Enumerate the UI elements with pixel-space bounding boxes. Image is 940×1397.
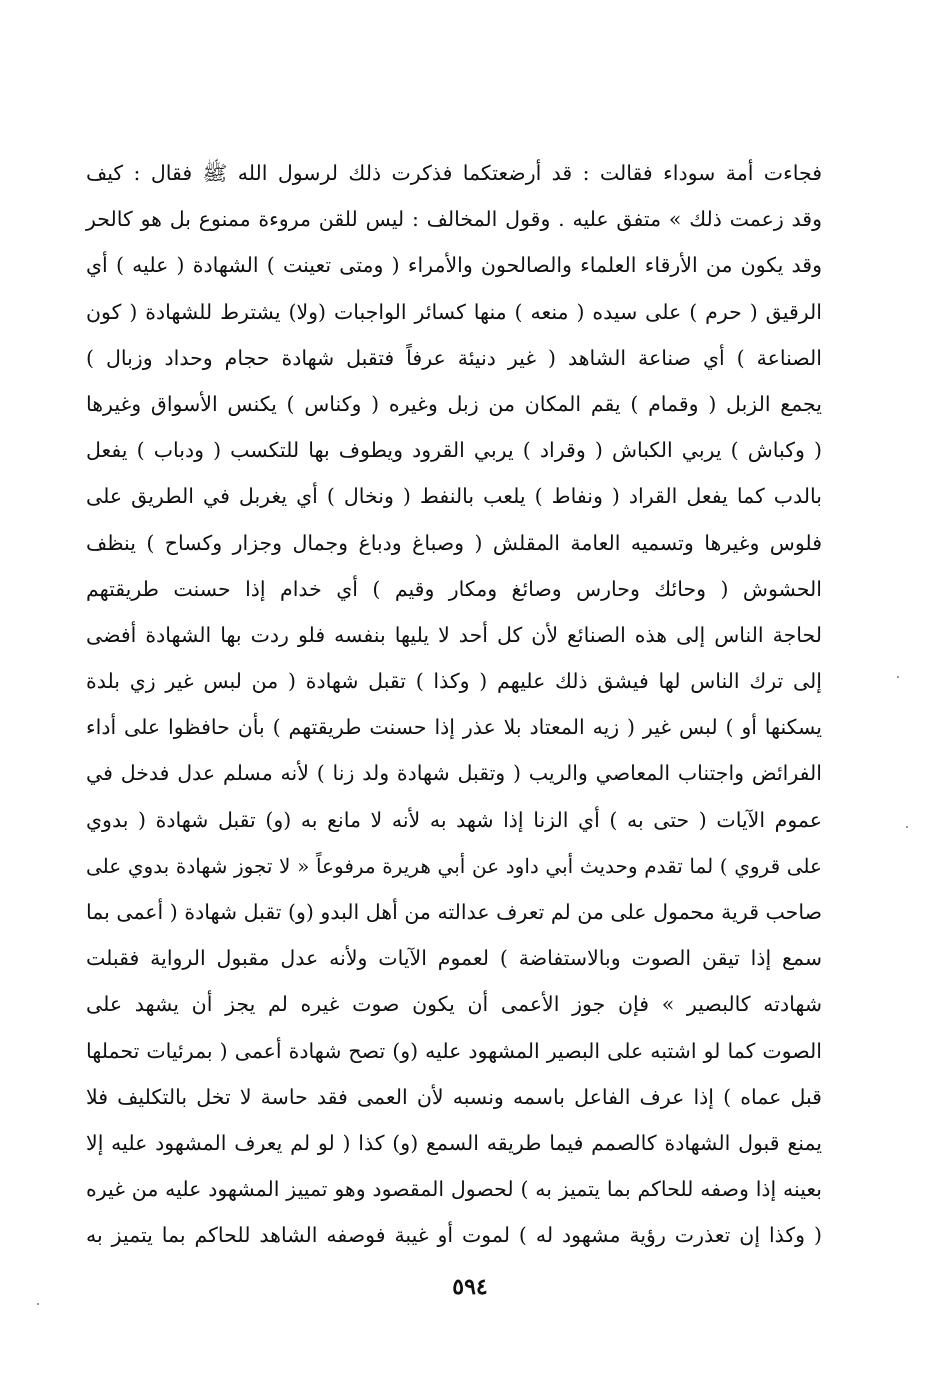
text-line-4: الرقيق ( حرم ) على سيده ( منعه ) منها كسائر الواجبات (ولا) يشترط للشهادة ( كون xyxy=(86,299,822,324)
text-line-3: وقد يكون من الأرقاء العلماء والصالحون والأمراء ( ومتى تعينت ) الشهادة ( عليه ) أي xyxy=(86,253,822,278)
text-line-19: شهادته كالبصير » فإن جوز الأعمى أن يكون صوت غيره لم يجز أن يشهد على xyxy=(86,992,822,1017)
text-line-21: قبل عماه ) إذا عرف الفاعل باسمه ونسبه لأن العمى فقد حاسة لا تخل بالتكليف فلا xyxy=(86,1084,822,1109)
text-line-11: لحاجة الناس إلى هذه الصنائع لأن كل أحد لا يليها بنفسه فلو ردت بها الشهادة أفضى xyxy=(86,622,822,647)
text-line-22: يمنع قبول الشهادة كالصمم فيما طريقه السمع (و) كذا ( لو لم يعرف المشهود عليه إلا xyxy=(86,1130,822,1155)
scan-speck xyxy=(37,1303,39,1305)
text-line-17: صاحب قرية محمول على من لم تعرف عدالته من أهل البدو (و) تقبل شهادة ( أعمى بما xyxy=(86,900,822,924)
text-line-18: سمع إذا تيقن الصوت وبالاستفاضة ) لعموم الآيات ولأنه عدل مقبول الرواية فقبلت xyxy=(86,946,822,971)
body-text xyxy=(86,150,822,1259)
text-line-15: عموم الآيات ( حتى به ) أي الزنا إذا شهد به لأنه لا مانع به (و) تقبل شهادة ( بدوي xyxy=(86,807,822,832)
text-line-6: يجمع الزبل ( وقمام ) يقم المكان من زبل وغيره ( وكناس ) يكنس الأسواق وغيرها xyxy=(86,391,822,416)
text-line-7: ( وكباش ) يربي الكباش ( وقراد ) يربي القرود ويطوف بها للتكسب ( ودباب ) يفعل xyxy=(86,438,822,463)
text-line-20: الصوت كما لو اشتبه على البصير المشهود عليه (و) تصح شهادة أعمى ( بمرئيات تحملها xyxy=(86,1038,822,1063)
text-line-24: ( وكذا إن تعذرت رؤية مشهود له ) لموت أو غيبة فوصفه الشاهد للحاكم بما يتميز به xyxy=(86,1223,822,1248)
scan-speck xyxy=(906,826,908,828)
text-line-16: على قروي ) لما تقدم وحديث أبي داود عن أبي هريرة مرفوعاً « لا تجوز شهادة بدوي على xyxy=(86,853,822,878)
text-line-10: الحشوش ( وحائك وحارس وصائغ ومكار وقيم ) أي خدام إذا حسنت طريقتهم xyxy=(86,576,822,601)
text-line-1: فجاءت أمة سوداء فقالت : قد أرضعتكما فذكرت ذلك لرسول الله ﷺ فقال : كيف xyxy=(86,161,822,185)
text-line-5: الصناعة ) أي صناعة الشاهد ( غير دنيئة عرفاً فتقبل شهادة حجام وحداد وزبال ) xyxy=(86,345,822,370)
text-line-12: إلى ترك الناس لها فيشق ذلك عليهم ( وكذا ) تقبل شهادة ( من لبس غير زي بلدة xyxy=(86,669,822,694)
scan-speck xyxy=(897,676,899,678)
text-line-23: بعينه إذا وصفه للحاكم بما يتميز به ) لحصول المقصود وهو تمييز المشهود عليه من غيره xyxy=(86,1177,822,1202)
page-number: ٥٩٤ xyxy=(452,1274,488,1300)
text-line-13: يسكنها أو ) لبس غير ( زيه المعتاد بلا عذر إذا حسنت طريقتهم ) بأن حافظوا على أداء xyxy=(86,715,822,740)
text-line-14: الفرائض واجتناب المعاصي والريب ( وتقبل شهادة ولد زنا ) لأنه مسلم عدل فدخل في xyxy=(86,761,822,786)
text-line-8: بالدب كما يفعل القراد ( ونفاط ) يلعب بالنفط ( ونخال ) أي يغربل في الطريق على xyxy=(86,484,822,509)
text-line-2: وقد زعمت ذلك » متفق عليه . وقول المخالف : ليس للقن مروءة ممنوع بل هو كالحر xyxy=(86,207,822,232)
text-line-9: فلوس وغيرها وتسميه العامة المقلش ( وصباغ ودباغ وجمال وجزار وكساح ) ينظف xyxy=(86,530,822,555)
